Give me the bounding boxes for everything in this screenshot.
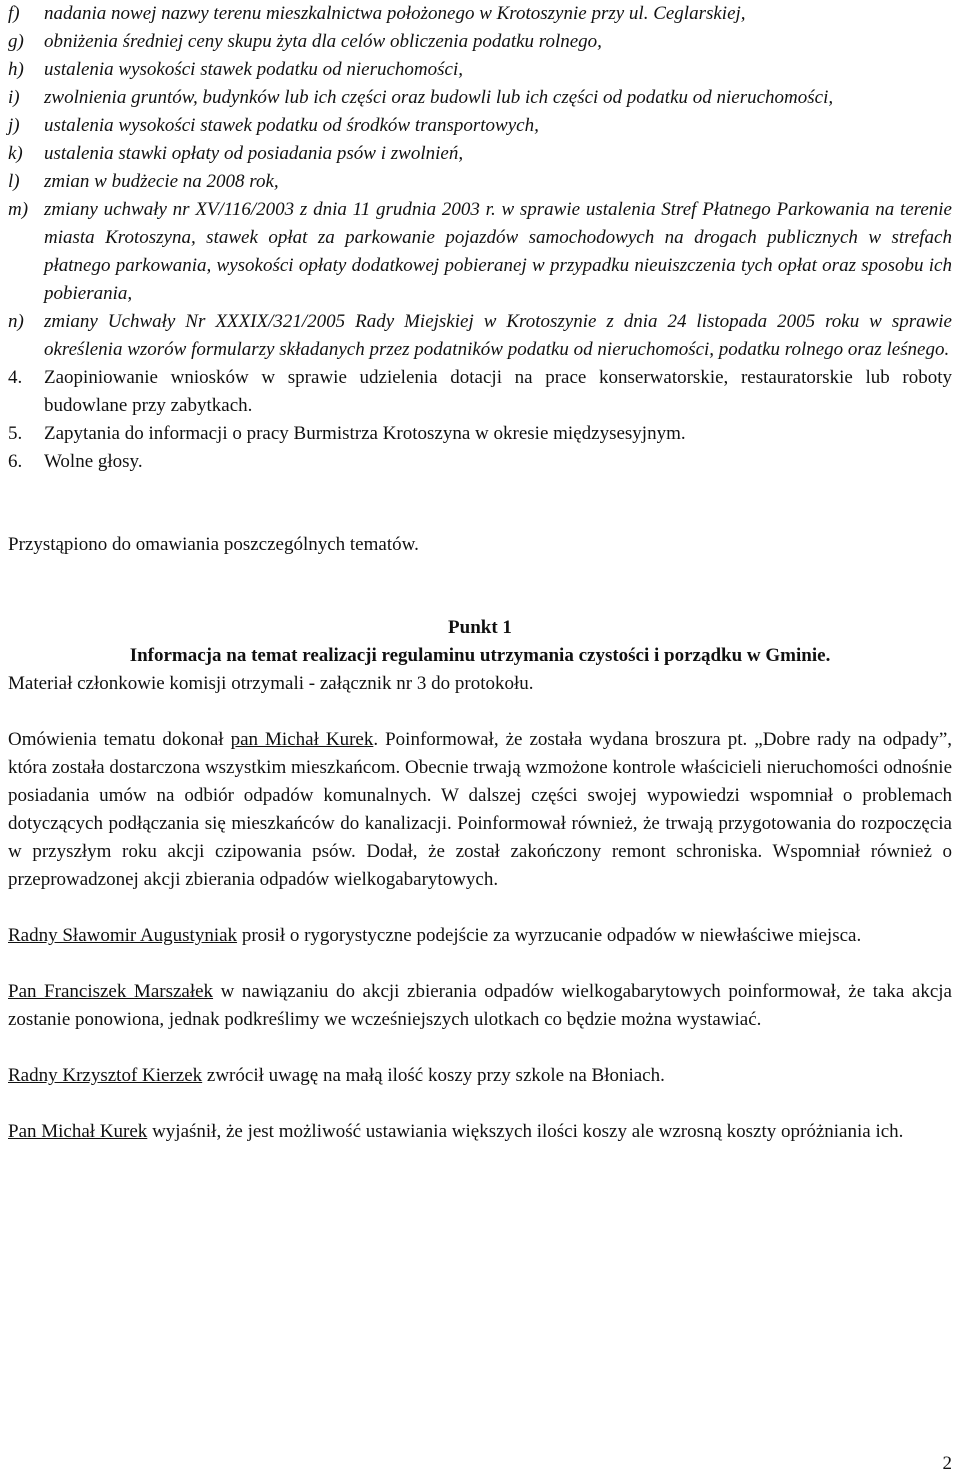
agenda-letter-list [8, 0, 952, 364]
agenda-item: n) zmiany Uchwały Nr XXXIX/321/2005 Rady Miejskiej w Krotoszynie z dnia 24 listopada 2005 roku w sprawie określenia wzorów formularzy składanych przez podatników podatku od nieruchomości, podatku rolnego oraz leśnego. [8, 311, 952, 360]
agenda-item: 5. Zapytania do informacji o pracy Burmistrza Krotoszyna w okresie międzysesyjnym. [8, 423, 686, 444]
speaker-name: Radny Sławomir Augustyniak [8, 925, 238, 946]
agenda-item: g) obniżenia średniej ceny skupu żyta dla celów obliczenia podatku rolnego, [8, 31, 602, 52]
spacer [8, 894, 952, 922]
intro-text: Przystąpiono do omawiania poszczególnych tematów. [8, 534, 419, 555]
speaker-name: pan Michał Kurek [230, 729, 374, 750]
speaker-name: Pan Franciszek Marszałek [8, 981, 214, 1002]
agenda-item: m) zmiany uchwały nr XV/116/2003 z dnia 11 grudnia 2003 r. w sprawie ustalenia Stref Płatnego Parkowania na terenie miasta Krotoszyna, stawek opłat za parkowanie pojazdów samochodowych na drogach publicznych w strefach płatnego parkowania, wysokości opłaty dodatkowej pobieranej w przypadku nieuiszczenia tych opłat oraz sposobu ich pobierania, [8, 199, 952, 304]
paragraph: Omówienia tematu dokonał pan Michał Kurek. Poinformował, że została wydana broszura pt. „Dobre rady na odpady”, która została dostarczona wszystkim mieszkańcom. Obecnie trwają wzmożone kontrole właścicieli nieruchomości odnośnie posiadania umów na odbiór odpadów komunalnych. W dalszej części swojej wypowiedzi wspomniał o problemach dotyczących podłączania się mieszkańców do kanalizacji. Poinformował również, że trwają przygotowania do rozpoczęcia w przyszłym roku akcji czipowania psów. Dodał, że został zakończony remont schroniska. Wspomniał również o przeprowadzonej akcji zbierania odpadów wielkogabarytowych. [8, 729, 953, 890]
spacer [8, 698, 952, 726]
paragraph: Radny Krzysztof Kierzek zwrócił uwagę na małą ilość koszy przy szkole na Błoniach. [8, 1065, 665, 1086]
agenda-item: l) zmian w budżecie na 2008 rok, [8, 171, 279, 192]
agenda-item: j) ustalenia wysokości stawek podatku od środków transportowych, [8, 115, 539, 136]
paragraph: Radny Sławomir Augustyniak prosił o rygorystyczne podejście za wyrzucanie odpadów w niewłaściwe miejsca. [8, 925, 862, 946]
spacer [8, 950, 952, 978]
agenda-item: 4. Zaopiniowanie wniosków w sprawie udzielenia dotacji na prace konserwatorskie, restauratorskie lub roboty budowlane przy zabytkach. [8, 367, 952, 416]
spacer [8, 476, 952, 531]
speaker-name: Pan Michał Kurek [8, 1121, 148, 1142]
agenda-number-list [8, 364, 952, 476]
page-number: 2 [942, 1453, 952, 1474]
agenda-item: i) zwolnienia gruntów, budynków lub ich części oraz budowli lub ich części od podatku od nieruchomości, [8, 87, 834, 108]
spacer [8, 1090, 952, 1118]
section-subheading: Informacja na temat realizacji regulaminu utrzymania czystości i porządku w Gminie. [129, 645, 831, 666]
paragraph: Pan Franciszek Marszałek w nawiązaniu do akcji zbierania odpadów wielkogabarytowych poinformował, że taka akcja zostanie ponowiona, jednak podkreślimy we wcześniejszych ulotkach co będzie można wystawiać. [8, 981, 952, 1030]
agenda-item: h) ustalenia wysokości stawek podatku od nieruchomości, [8, 59, 463, 80]
document-page [8, 0, 952, 1146]
section-heading: Punkt 1 [448, 617, 512, 638]
paragraph: Pan Michał Kurek wyjaśnił, że jest możliwość ustawiania większych ilości koszy ale wzrosną koszty opróżniania ich. [8, 1121, 904, 1142]
material-note: Materiał członkowie komisji otrzymali - załącznik nr 3 do protokołu. [8, 673, 534, 694]
agenda-item: k) ustalenia stawki opłaty od posiadania psów i zwolnień, [8, 143, 464, 164]
speaker-name: Radny Krzysztof Kierzek [8, 1065, 203, 1086]
spacer [8, 559, 952, 614]
spacer [8, 1034, 952, 1062]
agenda-item: 6. Wolne głosy. [8, 451, 143, 472]
agenda-item: f) nadania nowej nazwy terenu mieszkalnictwa położonego w Krotoszynie przy ul. Ceglarskiej, [8, 3, 746, 24]
